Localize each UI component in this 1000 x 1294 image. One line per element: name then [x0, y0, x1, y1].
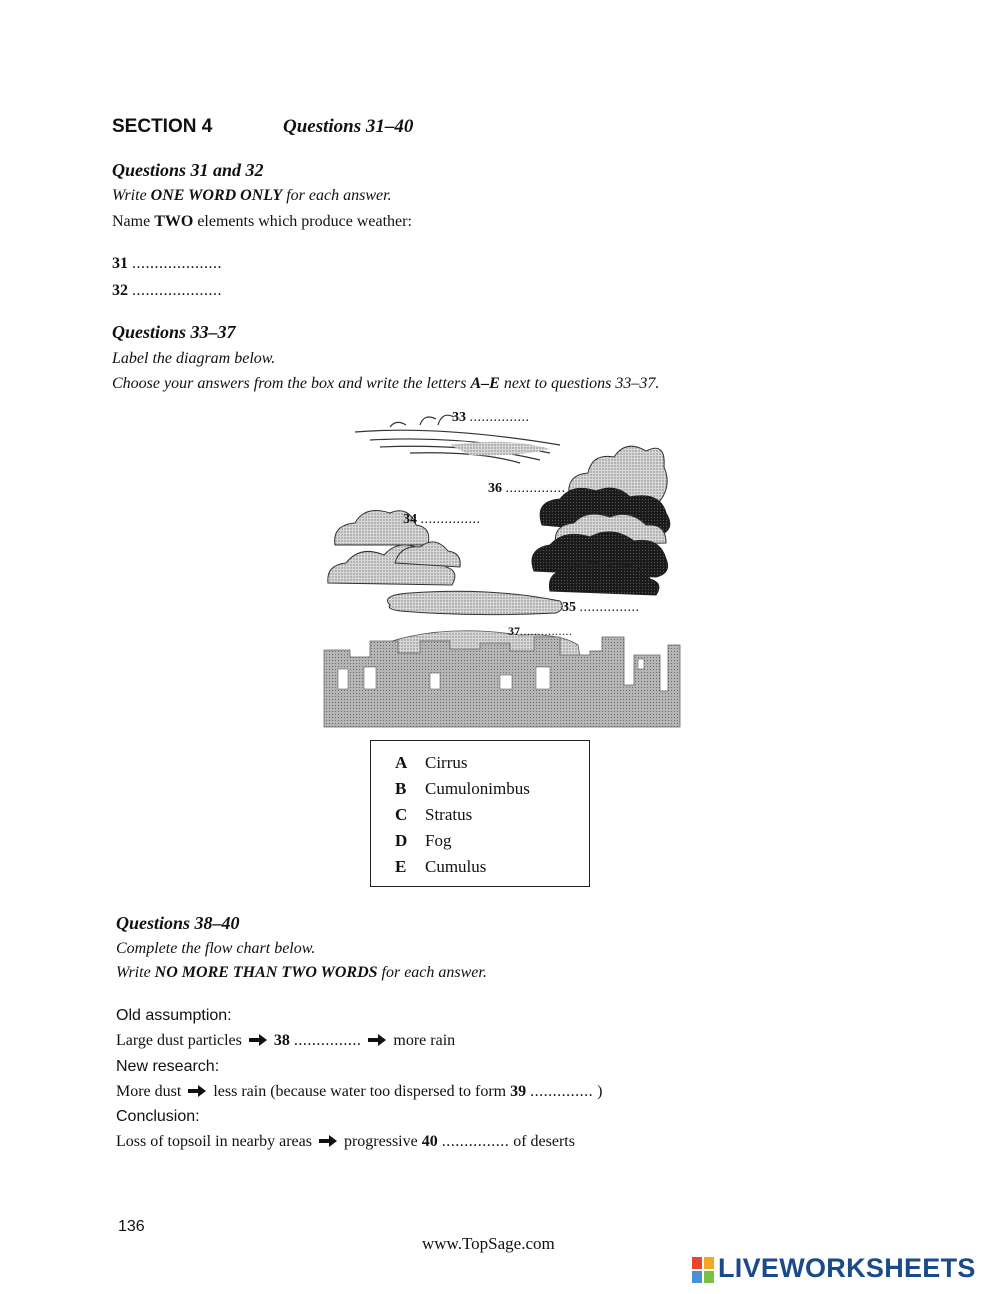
option-d: D Fog — [395, 831, 452, 850]
label-34[interactable]: 34 ............... — [403, 512, 481, 527]
options-box — [370, 740, 590, 887]
q38-40-heading: Questions 38–40 — [116, 913, 240, 933]
q33-37-instruction-2: Choose your answers from the box and write the letters A–E next to questions 33–37. — [112, 375, 660, 392]
q31-32-prompt: Name TWO elements which produce weather: — [112, 213, 412, 230]
arrow-right-icon — [249, 1034, 267, 1046]
q31-32-heading: Questions 31 and 32 — [112, 160, 264, 180]
arrow-right-icon — [319, 1135, 337, 1147]
section-title: SECTION 4 — [112, 116, 213, 137]
liveworksheets-logo-icon — [692, 1257, 714, 1283]
conclusion-label: Conclusion: — [116, 1108, 200, 1125]
q31-32-instruction: Write ONE WORD ONLY for each answer. — [112, 187, 392, 204]
stratus-cloud-icon — [388, 591, 563, 614]
conclusion-line: Loss of topsoil in nearby areas progressive 40 ............... of deserts — [116, 1133, 575, 1150]
cloud-diagram — [320, 405, 690, 735]
label-36[interactable]: 36 ............... — [488, 481, 566, 496]
old-assumption-line: Large dust particles 38 ............... more rain — [116, 1032, 456, 1049]
label-35[interactable]: 35 ............... — [562, 600, 640, 615]
q33-37-instruction-1: Label the diagram below. — [112, 350, 276, 367]
old-assumption-label: Old assumption: — [116, 1007, 232, 1024]
answer-32[interactable]: 32 .................... — [112, 282, 222, 299]
liveworksheets-brand: LIVEWORKSHEETS — [718, 1253, 976, 1283]
cumulonimbus-cloud-icon — [532, 446, 670, 595]
answer-39[interactable]: .............. — [530, 1083, 594, 1100]
option-c: C Stratus — [395, 805, 473, 824]
arrow-right-icon — [188, 1085, 206, 1097]
answer-31[interactable]: 31 .................... — [112, 255, 222, 272]
q38-40-instruction-2: Write NO MORE THAN TWO WORDS for each answer. — [116, 964, 487, 981]
answer-40[interactable]: ............... — [441, 1133, 510, 1150]
site-url: www.TopSage.com — [422, 1234, 555, 1253]
page-number: 136 — [118, 1218, 145, 1235]
section-questions-range: Questions 31–40 — [283, 116, 414, 137]
option-b: B Cumulonimbus — [395, 779, 530, 798]
option-e: E Cumulus — [395, 857, 487, 876]
option-a: A Cirrus — [395, 753, 468, 772]
new-research-line: More dust less rain (because water too dispersed to form 39 .............. ) — [116, 1083, 603, 1100]
answer-38[interactable]: ............... — [293, 1032, 362, 1049]
q33-37-heading: Questions 33–37 — [112, 322, 236, 342]
label-33[interactable]: 33 ............... — [452, 410, 530, 425]
new-research-label: New research: — [116, 1058, 220, 1075]
q38-40-instruction-1: Complete the flow chart below. — [116, 940, 316, 957]
arrow-right-icon — [368, 1034, 386, 1046]
label-37[interactable]: 37............... — [508, 624, 573, 638]
